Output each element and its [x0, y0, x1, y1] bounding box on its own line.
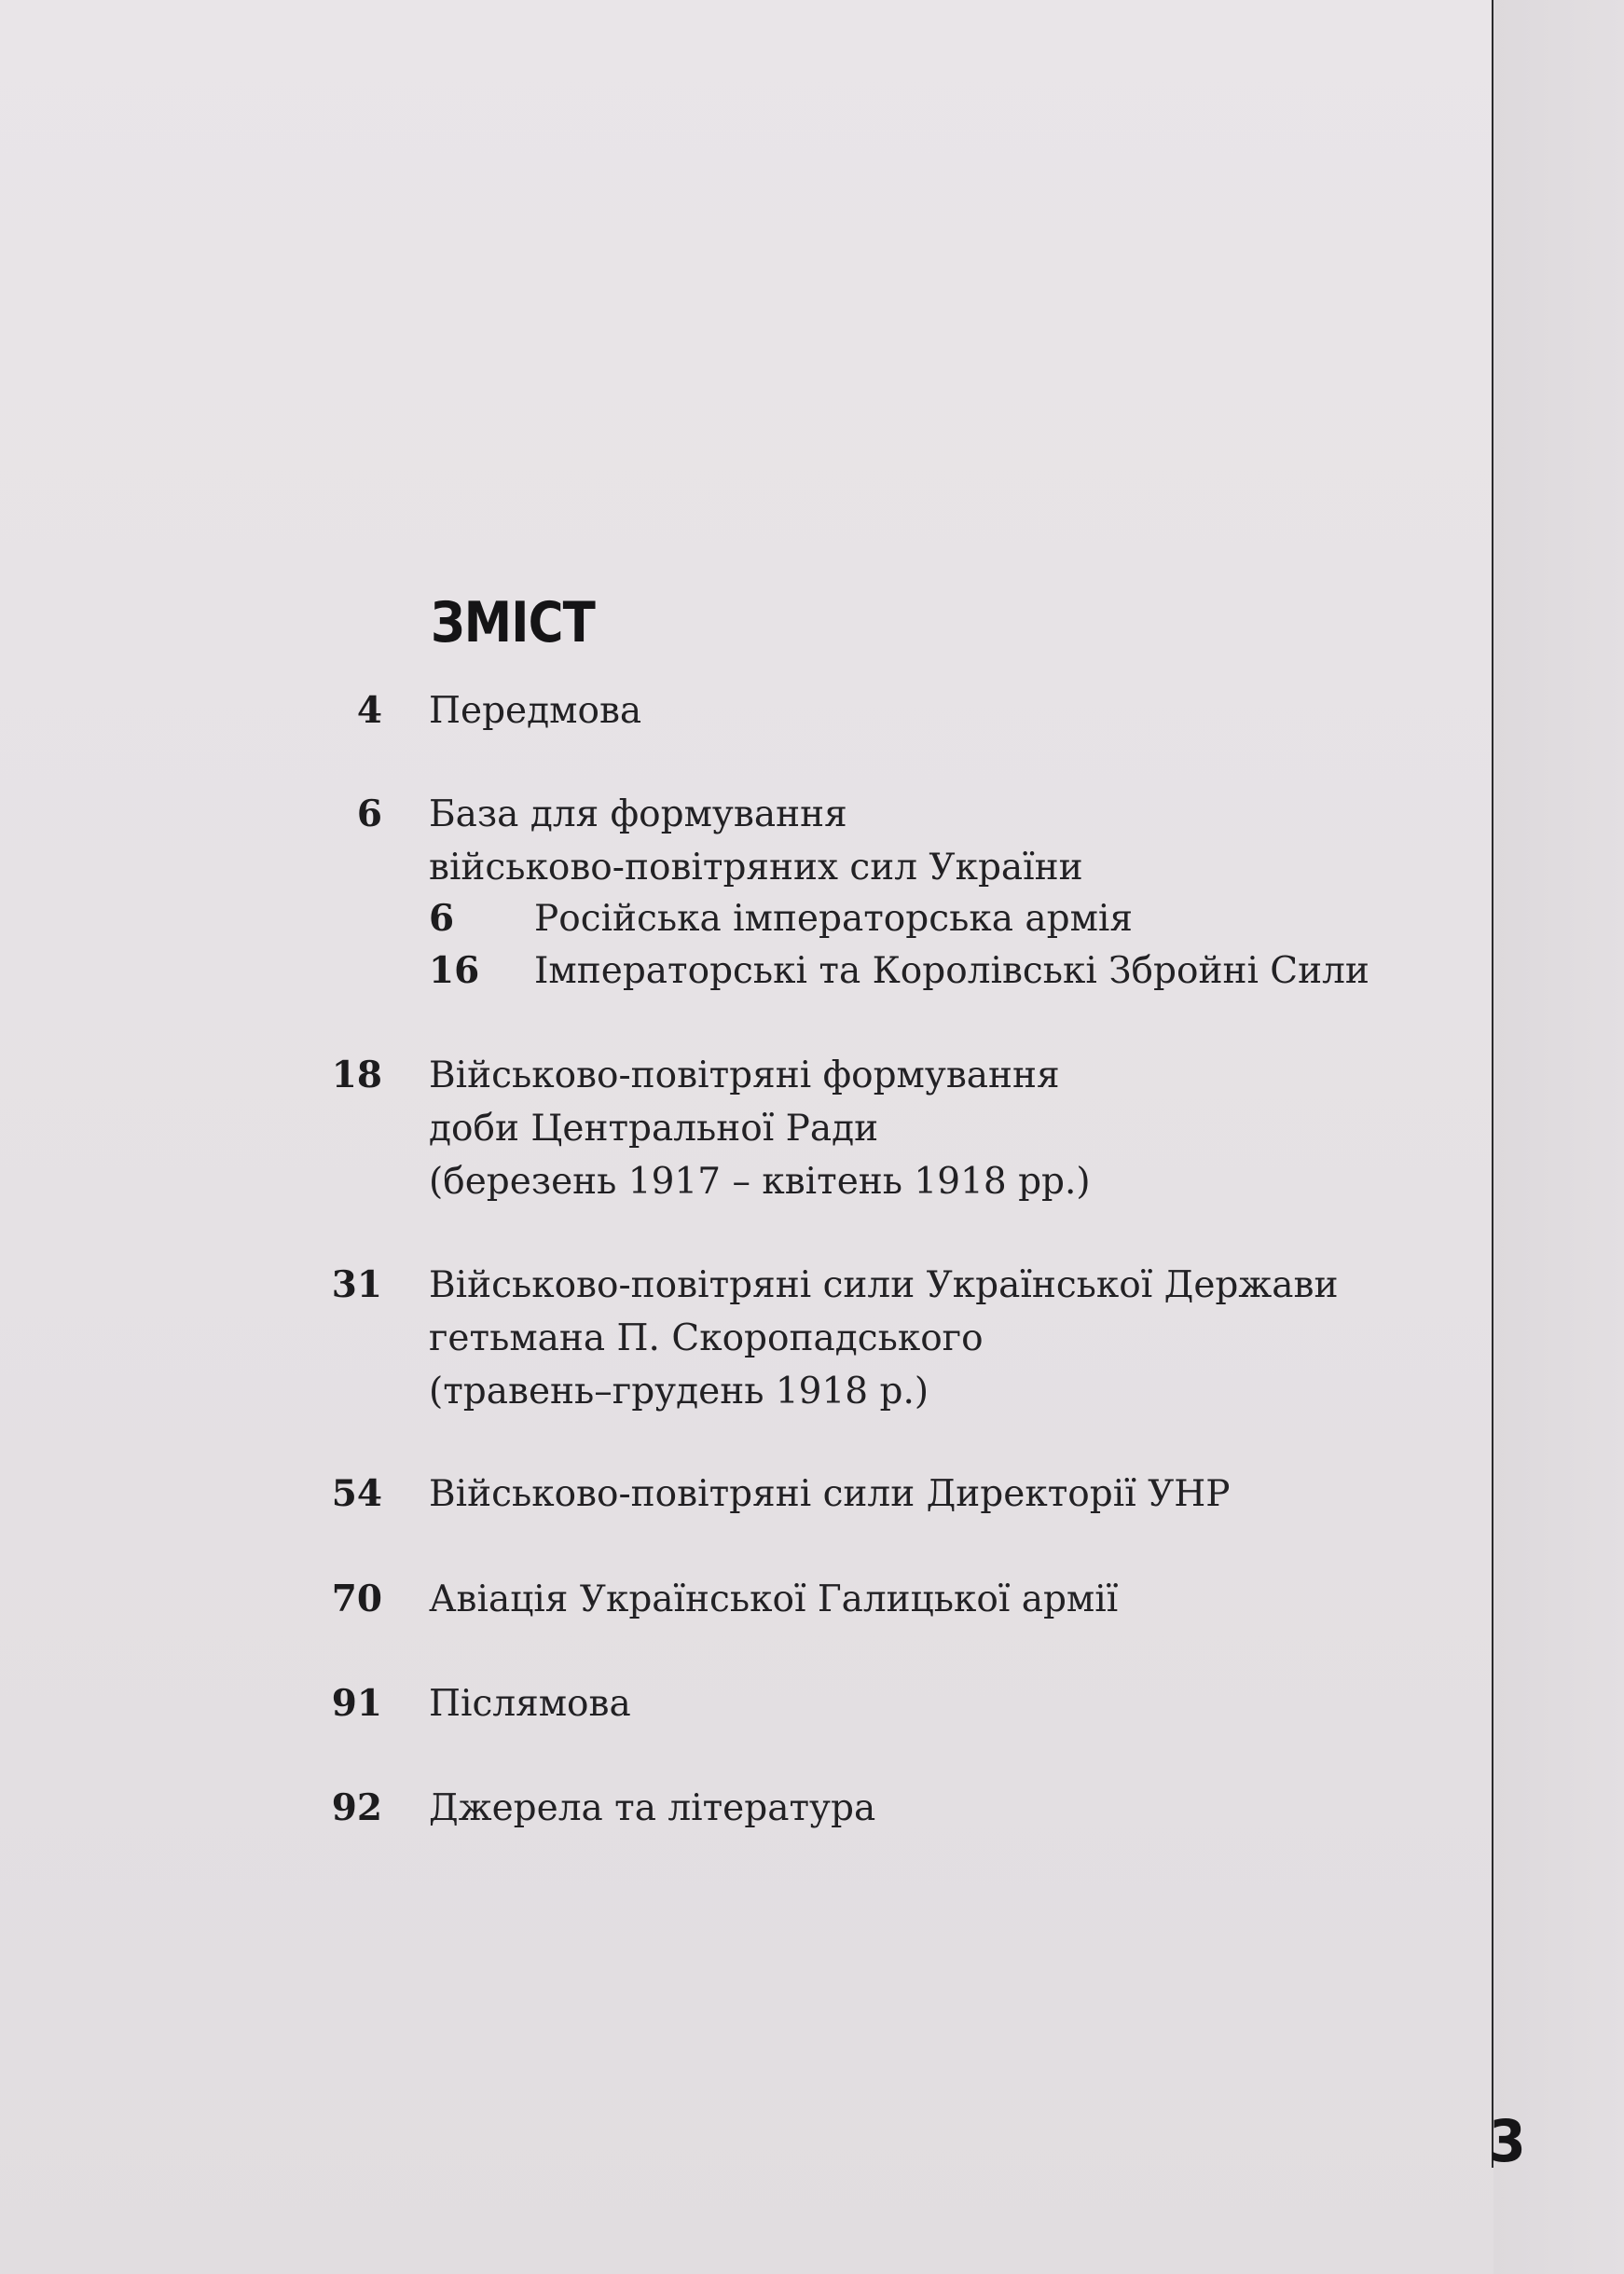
- page-number: 3: [1489, 2107, 1526, 2175]
- toc-entry-title: [429, 1468, 1231, 1521]
- toc-subentry: [429, 892, 1454, 945]
- toc-entry-line: Джерела та література: [429, 1787, 876, 1829]
- toc-title: ЗМІСТ: [431, 590, 595, 655]
- toc-entry-page: 92: [331, 1786, 382, 1829]
- toc-entry-line: База для формування: [429, 793, 847, 835]
- toc-entry-title: [429, 788, 1083, 894]
- toc-entry-page: 6: [356, 792, 382, 835]
- toc-entry-line: (березень 1917 – квітень 1918 рр.): [429, 1161, 1091, 1203]
- toc-entry-page: 70: [331, 1578, 382, 1620]
- page-edge-rule: [1492, 0, 1493, 2168]
- toc-entry-line: гетьмана П. Скоропадського: [429, 1317, 984, 1359]
- toc-entry-title: [429, 1049, 1091, 1208]
- toc-entry-line: військово-повітряних сил України: [429, 847, 1083, 889]
- toc-entry-page: 31: [331, 1263, 382, 1306]
- toc-entry-title: [429, 1573, 1118, 1626]
- toc-entry-line: Військово-повітряні сили Директорії УНР: [429, 1473, 1231, 1515]
- toc-entry-title: [429, 1677, 631, 1730]
- toc-entry-page: 4: [356, 689, 382, 732]
- toc-entry-title: [429, 1782, 875, 1835]
- toc-entry-page: 54: [331, 1472, 382, 1515]
- toc-entry-title: [429, 1259, 1338, 1418]
- adjacent-page-edge: [1493, 0, 1624, 2274]
- toc-entry-line: Передмова: [429, 690, 642, 732]
- toc-entry-line: Післямова: [429, 1683, 631, 1725]
- toc-entry-line: Військово-повітряні формування: [429, 1054, 1060, 1096]
- toc-subentry-page: 6: [429, 897, 455, 940]
- toc-entry-line: доби Центральної Ради: [429, 1108, 879, 1150]
- toc-entry-line: Військово-повітряні сили Української Держави: [429, 1264, 1339, 1306]
- toc-subentry: [429, 944, 1454, 998]
- toc-subentry-title: Імператорські та Королівські Збройні Сили: [534, 950, 1369, 992]
- toc-subentry-title: Російська імператорська армія: [534, 898, 1133, 940]
- toc-entry-page: 91: [331, 1682, 382, 1725]
- toc-entry-page: 18: [331, 1054, 382, 1096]
- toc-subentry-page: 16: [429, 949, 480, 992]
- toc-entry-line: (травень–грудень 1918 р.): [429, 1371, 929, 1413]
- toc-entry-line: Авіація Української Галицької армії: [429, 1578, 1119, 1620]
- toc-entry-title: [429, 684, 641, 737]
